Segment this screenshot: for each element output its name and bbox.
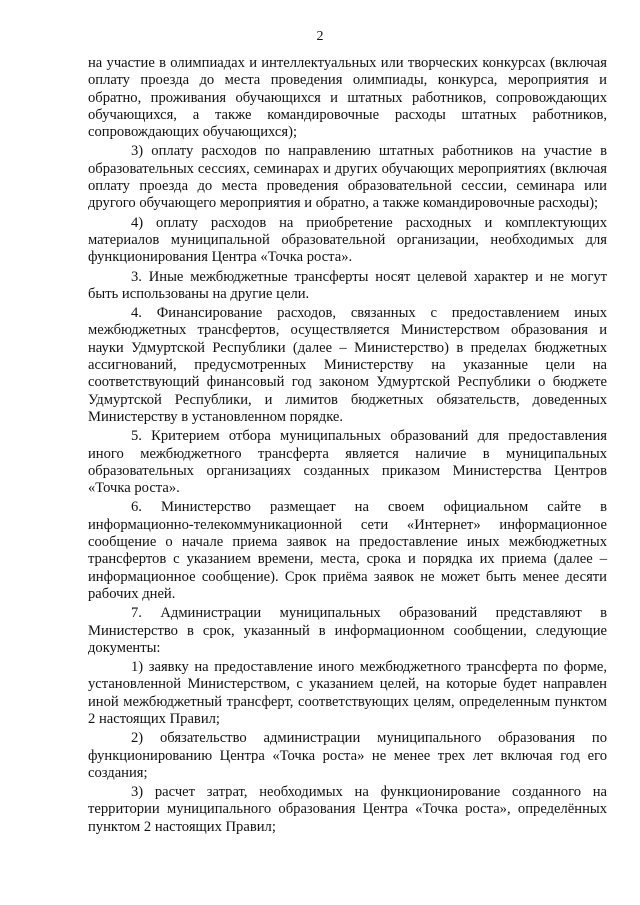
paragraph-clause-4: 4. Финансирование расходов, связанных с предоставлением иных межбюджетных трансфертов, осуществляется Министерством образования и науки Удмуртской Республики (далее – Министерство) в пределах бюджетных ассигнований, предусмотренных Министерству на указанные цели на соответствующий финансовый год законом Удмуртской Республики о бюджете Удмуртской Республики, и лимитов бюджетных обязательств, доведенных Министерству в установленном порядке. [88,305,607,425]
document-body [88,55,607,838]
paragraph-item-3-sessions: 3) оплату расходов по направлению штатных работников на участие в образовательных сессиях, семинарах и других обучающих мероприятиях (включая оплату проезда до места проведения образовательной сессии, семинара или другого обучающего мероприятия и обратно, а также командировочные расходы); [88,143,607,212]
paragraph-clause-6: 6. Министерство размещает на своем официальном сайте в информационно-телекоммуникационной сети «Интернет» информационное сообщение о начале приема заявок на предоставление иных межбюджетных трансфертов с указанием времени, места, срока и порядка их приема (далее – информационное сообщение). Срок приёма заявок не может быть менее десяти рабочих дней. [88,499,607,602]
paragraph-subitem-2: 2) обязательство администрации муниципального образования по функционированию Центра «Точка роста» не менее трех лет включая год его создания; [88,730,607,781]
paragraph-clause-3: 3. Иные межбюджетные трансферты носят целевой характер и не могут быть использованы на другие цели. [88,268,607,302]
page-number: 2 [316,29,324,44]
paragraph-continuation: на участие в олимпиадах и интеллектуальных или творческих конкурсах (включая оплату проезда до места проведения олимпиады, конкурса, мероприятия и обратно, проживания обучающихся и штатных работников, сопровождающих обучающихся, а также командировочные расходы штатных работников, сопровождающих обучающихся); [88,55,607,141]
paragraph-clause-5: 5. Критерием отбора муниципальных образований для предоставления иного межбюджетного трансферта является наличие в муниципальных образовательных организациях созданных приказом Министерства Центров «Точка роста». [88,428,607,497]
paragraph-subitem-3: 3) расчет затрат, необходимых на функционирование созданного на территории муниципального образования Центра «Точка роста», определённых пунктом 2 настоящих Правил; [88,784,607,835]
paragraph-clause-7: 7. Администрации муниципальных образований представляют в Министерство в срок, указанный в информационном сообщении, следующие документы: [88,605,607,656]
paragraph-item-4-materials: 4) оплату расходов на приобретение расходных и комплектующих материалов муниципальной образовательной организации, необходимых для функционирования Центра «Точка роста». [88,214,607,266]
paragraph-subitem-1: 1) заявку на предоставление иного межбюджетного трансферта по форме, установленной Министерством, с указанием целей, на которые будет направлен иной межбюджетный трансферт, соответствующих целям, определенным пунктом 2 настоящих Правил; [88,659,607,727]
